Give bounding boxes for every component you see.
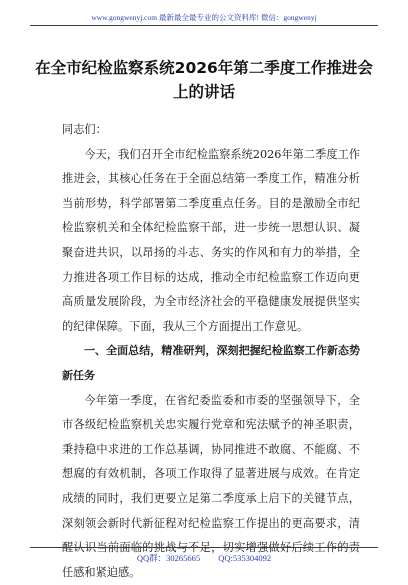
footer-qq-number: QQ:535304092 [218, 553, 272, 563]
footer-contact [0, 552, 408, 564]
intro-paragraph: 今天，我们召开全市纪检监察系统2026年第二季度工作推进会，其核心任务在于全面总结第一季度工作，精准分析当前形势，科学部署第二季度重点任务。目的是激励全市纪检监察机关和全体纪检监察干部，进一步统一思想认识、凝聚奋进共识，以昂扬的斗志、务实的作风和有力的举措，全力推进各项工作目标的达成，推动全市纪检监察工作迈向更高质量发展阶段，为全市经济社会的平稳健康发展提供坚实的纪律保障。下面，我从三个方面提出工作意见。 [62, 147, 360, 333]
document-title: 在全市纪检监察系统2026年第二季度工作推进会上的讲话 [35, 59, 373, 101]
section-heading: 一、全面总结，精准研判，深刻把握纪检监察工作新态势新任务 [62, 344, 360, 382]
header-website-banner: www.gongwenyj.com 最新最全最专业的公文资料库! 微信：gongwenyj [91, 13, 317, 22]
salutation: 同志们： [62, 123, 107, 136]
footer-qq-group: QQ群：30265665 [136, 553, 201, 563]
document-body [62, 118, 360, 585]
header-divider [30, 25, 378, 26]
section-paragraph: 今年第一季度，在省纪委监委和市委的坚强领导下，全市各级纪检监察机关忠实履行党章和宪法赋予的神圣职责，秉持稳中求进的工作总基调，协同推进不敢腐、不能腐、不想腐的有效机制，各项工作取得了显著进展与成效。在肯定成绩的同时，我们更要立足第二季度承上启下的关键节点，深刻领会新时代新征程对纪检监察工作提出的更高要求，清醒认识当前面临的挑战与不足，切实增强做好后续工作的责任感和紧迫感。 [62, 393, 360, 579]
footer-divider [30, 547, 378, 548]
